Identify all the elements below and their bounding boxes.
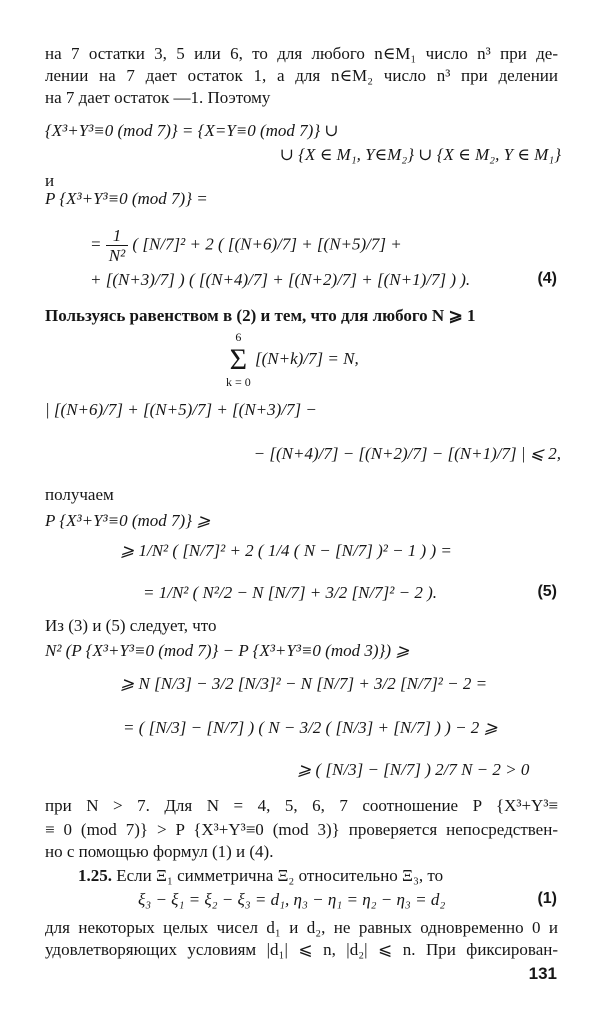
formula-eq4-line-2: + [(N+3)/7] ) ( [(N+4)/7] + [(N+2)/7] + [(N+1)/7] ) ). <box>90 270 471 289</box>
equation-number-4: (4) <box>537 270 557 287</box>
text-line: но с помощью формул (1) и (4). <box>45 842 274 861</box>
formula-eq4-line-1-text: ( [N/7]² + 2 ( [(N+6)/7] + [(N+5)/7] + <box>132 234 402 254</box>
text-line: Из (3) и (5) следует, что <box>45 616 217 635</box>
formula-eq1: ξ₃ − ξ₁ = ξ₂ − ξ₃ = d₁, η₃ − η₁ = η₂ − η₃ = d₂ <box>138 890 446 909</box>
formula-inequality-line-1: | [(N+6)/7] + [(N+5)/7] + [(N+3)/7] − <box>45 400 317 419</box>
equation-number-1: (1) <box>537 890 557 907</box>
formula-set-equality-line-2: ∪ {X ∈ M₁, Y∈M₂} ∪ {X ∈ M₂, Y ∈ M₁} <box>279 145 561 164</box>
text-line: удовлетворяющих условиям |d₁| ⩽ n, |d₂| ⩽ n. При фиксирован- <box>45 940 558 959</box>
formula-eq5-line-3: = 1/N² ( N²/2 − N [N/7] + 3/2 [N/7]² − 2 ). <box>143 583 438 602</box>
text-line: на 7 остатки 3, 5 или 6, то для любого n∈M₁ число n³ при де- <box>45 44 558 63</box>
text-word-and: и <box>45 171 55 190</box>
text-word-we-get: получаем <box>45 485 114 504</box>
text-line: Пользуясь равенством в (2) и тем, что для любого N ⩾ 1 <box>45 306 476 325</box>
section-1-25 <box>78 866 443 886</box>
text-line: при N > 7. Для N = 4, 5, 6, 7 соотношение P {X³+Y³≡ <box>45 796 558 815</box>
section-heading: 1.25. <box>78 866 112 885</box>
formula-eq4-line-1 <box>90 226 402 265</box>
text-line: лении на 7 дает остаток 1, а для n∈M₂ число n³ при делении <box>45 66 558 85</box>
section-text: Если Ξ₁ симметрична Ξ₂ относительно Ξ₃, то <box>116 866 444 885</box>
sigma-icon: Σ <box>229 343 248 376</box>
text-line: на 7 дает остаток —1. Поэтому <box>45 88 271 107</box>
formula-final-line-1: N² (P {X³+Y³≡0 (mod 7)} − P {X³+Y³≡0 (mod 3)}) ⩾ <box>45 641 410 660</box>
sum-operator: 6 Σ k = 0 <box>226 330 251 389</box>
equation-number-5: (5) <box>537 583 557 600</box>
sum-rest: [(N+k)/7] = N, <box>255 348 359 368</box>
formula-sum-equals-n <box>226 330 359 390</box>
formula-set-equality-line-1: {X³+Y³≡0 (mod 7)} = {X=Y≡0 (mod 7)} ∪ <box>45 121 339 140</box>
formula-final-line-4: ⩾ ( [N/3] − [N/7] ) 2/7 N − 2 > 0 <box>297 760 530 779</box>
fraction-one-over-n-squared: $\frac{1}{\text{N²}}$ <box>106 226 128 265</box>
formula-eq5-line-2: ⩾ 1/N² ( [N/7]² + 2 ( 1/4 ( N − [N/7] )² − 1 ) ) = <box>120 541 452 560</box>
formula-eq5-line-1: P {X³+Y³≡0 (mod 7)} ⩾ <box>45 511 211 530</box>
text-line: для некоторых целых чисел d₁ и d₂, не равных одновременно 0 и <box>45 918 558 937</box>
equals-sign: = <box>90 234 102 254</box>
formula-probability-lhs: P {X³+Y³≡0 (mod 7)} = <box>45 189 208 208</box>
formula-inequality-line-2: − [(N+4)/7] − [(N+2)/7] − [(N+1)/7] | ⩽ 2, <box>253 444 561 463</box>
page-number: 131 <box>528 964 557 983</box>
formula-final-line-2: ⩾ N [N/3] − 3/2 [N/3]² − N [N/7] + 3/2 [N/7]² − 2 = <box>120 674 488 693</box>
text-line: ≡ 0 (mod 7)} > P {X³+Y³≡0 (mod 3)} проверяется непосредствен- <box>45 820 558 839</box>
formula-final-line-3: = ( [N/3] − [N/7] ) ( N − 3/2 ( [N/3] + [N/7] ) ) − 2 ⩾ <box>123 718 498 737</box>
